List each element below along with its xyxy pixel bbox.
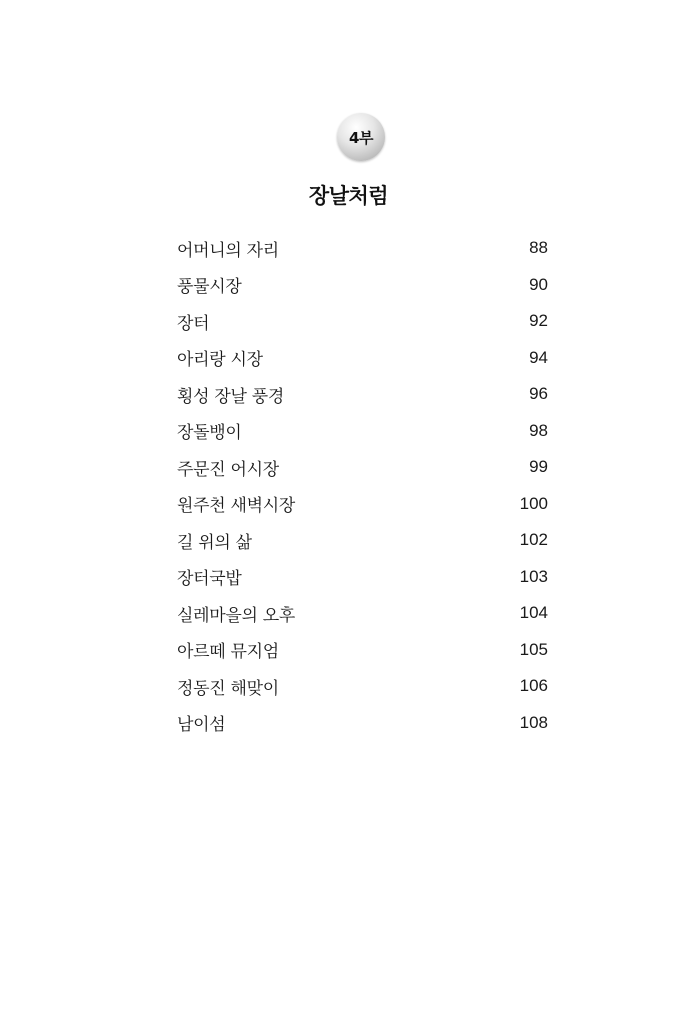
toc-entry-page: 92 xyxy=(529,311,548,331)
toc-entry-page: 105 xyxy=(519,639,548,659)
toc-entry-page: 108 xyxy=(519,712,548,732)
toc-entry-page: 106 xyxy=(519,676,548,696)
toc-entry-page: 104 xyxy=(519,603,548,623)
toc-entry xyxy=(177,230,548,267)
toc-entry-page: 102 xyxy=(519,530,548,550)
toc-entry xyxy=(177,376,548,413)
toc-entry-page: 94 xyxy=(529,347,548,367)
toc-entry-title: 남이섬 xyxy=(177,715,226,736)
toc-entry-title: 장터 xyxy=(177,313,210,334)
toc-entry-page: 99 xyxy=(529,457,548,477)
toc-entry xyxy=(177,267,548,304)
toc-entry-title: 길 위의 삶 xyxy=(177,532,252,553)
toc-entry-page: 96 xyxy=(529,384,548,404)
toc-entry-title: 정동진 해맞이 xyxy=(177,678,279,699)
toc-entry xyxy=(177,303,548,340)
toc-entry-page: 103 xyxy=(519,566,548,586)
toc-entry xyxy=(177,705,548,742)
toc-entry xyxy=(177,413,548,450)
toc-entry-page: 88 xyxy=(529,238,548,258)
toc-entry-title: 어머니의 자리 xyxy=(177,240,279,261)
toc-entry xyxy=(177,559,548,596)
part-number-label: 4부 xyxy=(349,128,373,147)
toc-entry-title: 주문진 어시장 xyxy=(177,459,279,480)
toc-entry-title: 장터국밥 xyxy=(177,569,242,590)
toc-entry-title: 횡성 장날 풍경 xyxy=(177,386,284,407)
section-title: 장날처럼 xyxy=(308,184,389,208)
toc-entry-title: 아르떼 뮤지엄 xyxy=(177,642,279,663)
toc-entry-title: 장돌뱅이 xyxy=(177,423,242,444)
toc-entry xyxy=(177,449,548,486)
toc-entry-title: 원주천 새벽시장 xyxy=(177,496,295,517)
toc-entry xyxy=(177,340,548,377)
toc-entry xyxy=(177,632,548,669)
toc-entry-title: 아리랑 시장 xyxy=(177,350,263,371)
toc-entry xyxy=(177,486,548,523)
toc-entry-title: 실레마을의 오후 xyxy=(177,605,295,626)
toc-entry xyxy=(177,522,548,559)
toc-entry xyxy=(177,595,548,632)
toc-entry-title: 풍물시장 xyxy=(177,277,242,298)
toc-entry-page: 90 xyxy=(529,274,548,294)
toc-entry-page: 98 xyxy=(529,420,548,440)
table-of-contents xyxy=(177,230,548,741)
toc-entry xyxy=(177,668,548,705)
part-number-badge xyxy=(337,113,385,161)
toc-entry-page: 100 xyxy=(519,493,548,513)
